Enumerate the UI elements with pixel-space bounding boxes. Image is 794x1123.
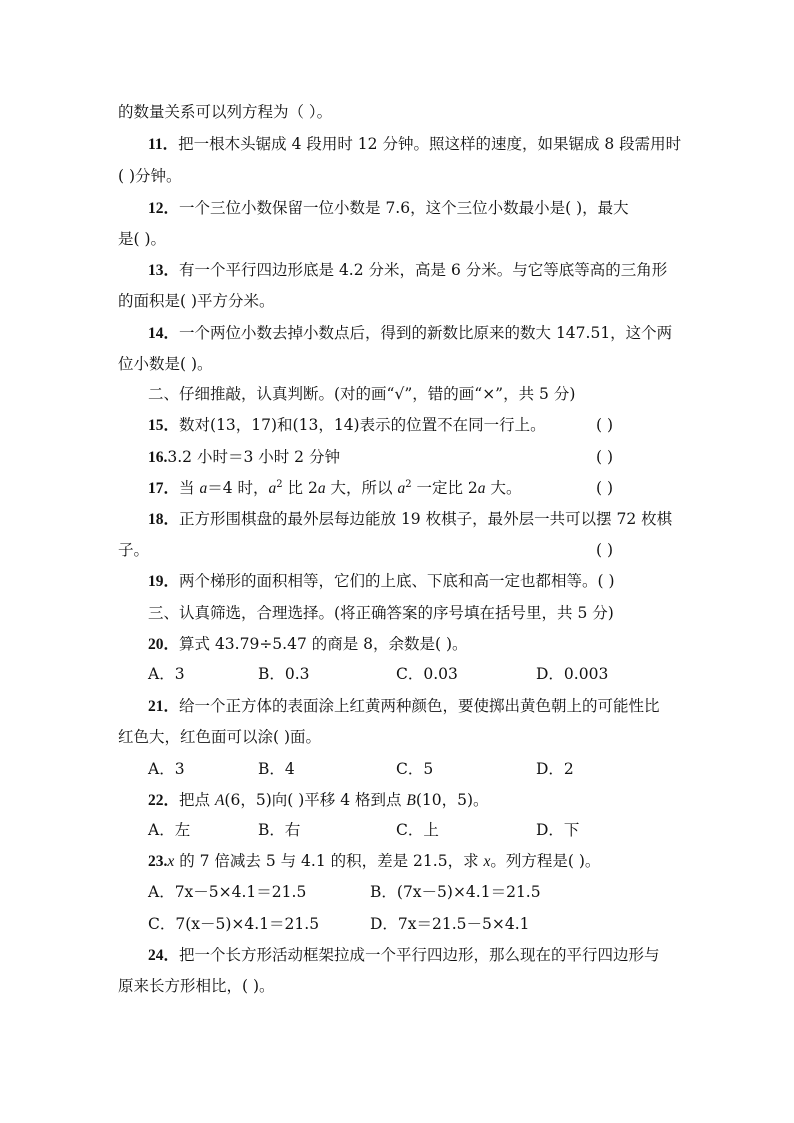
question-number: 12． (148, 200, 180, 217)
section-2-heading (148, 384, 713, 404)
question-18-cont (118, 540, 683, 560)
exponent: 2 (405, 478, 412, 490)
question-17 (148, 478, 713, 499)
answer-blank[interactable]: ( )分钟。 (118, 167, 182, 185)
text-fragment: 一定比 2 (411, 479, 478, 497)
question-text: 把一个长方形活动框架拉成一个平行四边形，那么现在的平行四边形与 (179, 946, 660, 964)
question-text: 算式 43.79÷5.47 的商是 8，余数是( )。 (179, 635, 468, 653)
judge-blank[interactable]: ( ) (596, 541, 614, 559)
question-20 (148, 634, 713, 655)
variable-x: x (483, 853, 491, 870)
question-text: 两个梯形的面积相等，它们的上底、下底和高一定也都相等。( ) (179, 572, 615, 590)
option-c[interactable]: C．7(x－5)×4.1＝21.5 (148, 915, 320, 933)
question-12-cont (118, 229, 683, 249)
option-b[interactable]: B．0.3 (258, 665, 310, 683)
question-14-cont (118, 354, 683, 374)
question-number: 19． (148, 573, 180, 590)
answer-blank[interactable]: 是( )。 (118, 230, 167, 248)
question-text: 一个三位小数保留一位小数是 7.6，这个三位小数最小是( )，最大 (179, 199, 629, 217)
option-b[interactable]: B．4 (258, 760, 295, 778)
option-a[interactable]: A．左 (148, 821, 191, 839)
option-b[interactable]: B．右 (258, 821, 301, 839)
question-11-cont (118, 166, 683, 186)
question-text: 把一根木头锯成 4 段用时 12 分钟。照这样的速度，如果锯成 8 段需用时 (178, 135, 682, 153)
answer-blank[interactable]: 的面积是( )平方分米。 (118, 292, 275, 310)
question-number: 23. (148, 853, 168, 870)
variable-a: a (397, 480, 406, 497)
question-number: 15． (148, 417, 180, 434)
option-a[interactable]: A．7x－5×4.1＝21.5 (148, 883, 307, 901)
option-a[interactable]: A．3 (148, 665, 185, 683)
question-23 (148, 851, 713, 872)
question-text: 给一个正方体的表面涂上红黄两种颜色，要使掷出黄色朝上的可能性比 (179, 697, 660, 715)
question-18 (148, 509, 713, 530)
question-15 (148, 415, 713, 436)
question-number: 21． (148, 698, 180, 715)
text-fragment: 把点 (179, 791, 215, 809)
question-21 (148, 696, 713, 717)
text-fragment: (10，5)。 (415, 791, 489, 809)
question-21-cont (118, 727, 683, 747)
option-d[interactable]: D．0.003 (536, 665, 609, 683)
question-text: 子。 (118, 541, 150, 559)
question-16 (148, 447, 713, 468)
option-d[interactable]: D．7x＝21.5－5×4.1 (370, 915, 530, 933)
question-text: 数对(13，17)和(13，14)表示的位置不在同一行上。 (179, 416, 546, 434)
question-text: 3.2 小时＝3 小时 2 分钟 (167, 448, 340, 466)
text-fragment: (6，5)向( )平移 4 格到点 (224, 791, 407, 809)
question-24-cont (118, 976, 683, 996)
text-fragment: 大，所以 (325, 479, 398, 497)
option-d[interactable]: D．下 (536, 821, 580, 839)
question-13 (148, 260, 713, 281)
question-number: 11． (148, 136, 179, 153)
judge-blank[interactable]: ( ) (596, 448, 614, 466)
question-19 (148, 571, 713, 592)
text-fragment: 大。 (485, 479, 522, 497)
question-number: 24． (148, 947, 180, 964)
question-24 (148, 945, 713, 966)
question-text: 正方形围棋盘的最外层每边能放 19 枚棋子，最外层一共可以摆 72 枚棋 (179, 510, 673, 528)
option-a[interactable]: A．3 (148, 760, 185, 778)
variable-a: a (477, 480, 486, 497)
question-22 (148, 790, 713, 811)
answer-blank[interactable]: 位小数是( )。 (118, 355, 213, 373)
option-c[interactable]: C．5 (396, 760, 434, 778)
variable-a: a (268, 480, 277, 497)
option-c[interactable]: C．上 (396, 821, 439, 839)
q10-continuation (118, 102, 683, 122)
question-text: 一个两位小数去掉小数点后，得到的新数比原来的数大 147.51，这个两 (179, 324, 673, 342)
question-number: 22． (148, 792, 180, 809)
text-fragment: 。列方程是( )。 (490, 852, 601, 870)
question-number: 18． (148, 511, 180, 528)
option-b[interactable]: B．(7x－5)×4.1＝21.5 (370, 883, 541, 901)
question-14 (148, 323, 713, 344)
variable-a: a (317, 480, 326, 497)
question-number: 16. (148, 449, 168, 466)
option-d[interactable]: D．2 (536, 760, 574, 778)
question-12 (148, 198, 713, 219)
text-fragment: ＝4 时， (207, 479, 269, 497)
section-3-heading (148, 603, 713, 623)
variable-x: x (167, 853, 175, 870)
question-number: 17． (148, 480, 180, 497)
variable-a: a (199, 480, 208, 497)
question-number: 13． (148, 262, 180, 279)
answer-blank[interactable]: 红色大，红色面可以涂( )面。 (118, 728, 322, 746)
point-b: B (406, 792, 416, 809)
q10-text: 的数量关系可以列方程为（ ）。 (118, 103, 333, 121)
answer-blank[interactable]: 原来长方形相比，( )。 (118, 977, 275, 995)
text-fragment: 的 7 倍减去 5 与 4.1 的积，差是 21.5，求 (174, 852, 484, 870)
question-13-cont (118, 291, 683, 311)
section-title: 三、认真筛选，合理选择。(将正确答案的序号填在括号里，共 5 分) (148, 604, 614, 622)
text-fragment: 比 2 (282, 479, 318, 497)
text-fragment: 当 (179, 479, 200, 497)
option-c[interactable]: C．0.03 (396, 665, 458, 683)
point-a: A (214, 792, 225, 809)
question-text: 有一个平行四边形底是 4.2 分米，高是 6 分米。与它等底等高的三角形 (179, 261, 668, 279)
exponent: 2 (276, 478, 283, 490)
question-number: 14． (148, 325, 180, 342)
judge-blank[interactable]: ( ) (596, 479, 614, 497)
section-title: 二、仔细推敲，认真判断。(对的画“√”，错的画“×”，共 5 分) (148, 385, 576, 403)
judge-blank[interactable]: ( ) (596, 416, 614, 434)
question-11 (148, 134, 713, 155)
question-number: 20． (148, 636, 180, 653)
